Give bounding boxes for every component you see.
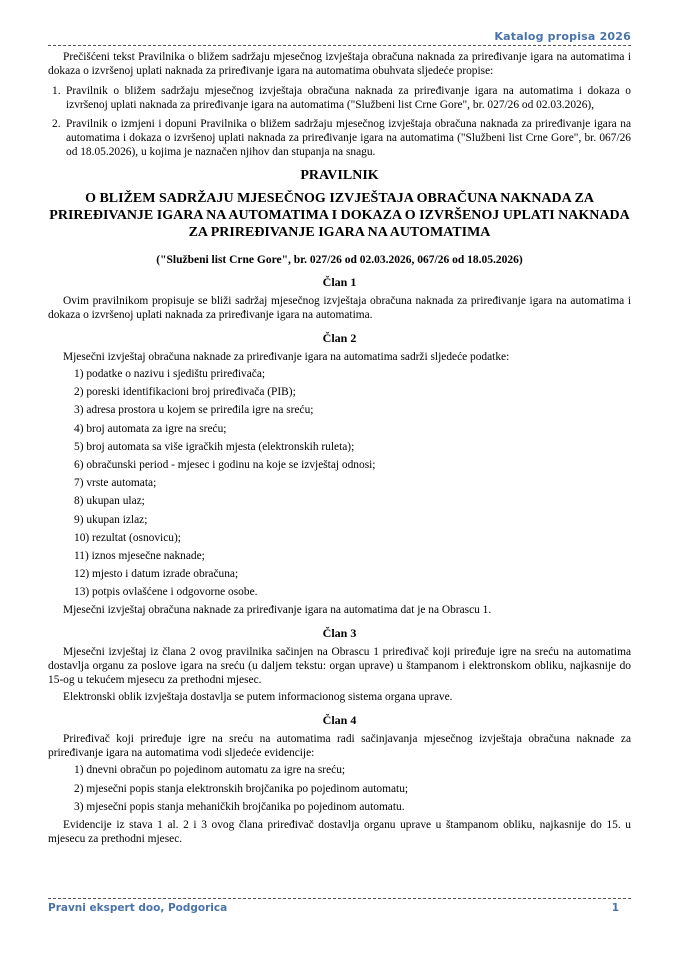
intro-text: Prečišćeni tekst Pravilnika o bližem sadržaju mjesečnog izvještaja obračuna naknada za priređivanje igara na automatima i dokaza o izvršenoj uplati naknada za priređivanje igara na automatima obuhvata sljedeće propise: [48, 51, 631, 77]
list-item: 3) mjesečni popis stanja mehaničkih brojčanika po pojedinom automatu. [74, 800, 405, 813]
document-title: O BLIŽEM SADRŽAJU MJESEČNOG IZVJEŠTAJA OBRAČUNA NAKNADA ZA PRIREĐIVANJE IGARA NA AUTOMATIMA I DOKAZA O IZVRŠENOJ UPLATI NAKNADA ZA PRIREĐIVANJE IGARA NA AUTOMATIMA [49, 191, 630, 240]
intro-item-text: Pravilnik o bližem sadržaju mjesečnog izvještaja obračuna naknada za priređivanje igara na automatima i dokaza o izvršenoj uplati naknada za priređivanje igara na automatima ("Službeni list Crne Gore", br. 027/26 od 02.03.2026), [66, 85, 631, 111]
intro-list-item [48, 117, 631, 159]
list-item: 3) adresa prostora u kojem se priređila igre na sreću; [74, 404, 314, 417]
list-item: 1) dnevni obračun po pojedinom automatu za igre na sreću; [74, 764, 346, 777]
header-brand: Katalog propisa 2026 [494, 30, 631, 43]
list-item: 8) ukupan ulaz; [74, 495, 145, 508]
article-1-text: Ovim pravilnikom propisuje se bliži sadržaj mjesečnog izvještaja obračuna naknada za priređivanje igara na automatima i dokaza o izvršenoj uplati naknada za priređivanje igara na automatima. [48, 295, 631, 321]
list-item: 12) mjesto i datum izrade obračuna; [74, 568, 239, 581]
intro-item-text: Pravilnik o izmjeni i dopuni Pravilnika o bližem sadržaju mjesečnog izvještaja obračuna naknada za priređivanje igara na automatima i dokaza o izvršenoj uplati naknada za priređivanje igara na automatima ("Službeni list Crne Gore", br. 067/26 od 18.05.2026), u kojima je naznačen njihov dan stupanja na snagu. [66, 118, 631, 158]
footer-divider [48, 898, 631, 899]
article-4-tail: Evidencije iz stava 1 al. 2 i 3 ovog člana priređivač dostavlja organu uprave u štampanom obliku, najkasnije do 15. u mjesecu za prethodni mjesec. [48, 819, 631, 845]
article-3-title: Član 3 [322, 626, 357, 641]
article-4-list [48, 763, 631, 813]
article-4-lead: Priređivač koji priređuje igre na sreću na automatima radi sačinjavanja mjesečnog izvještaja obračuna naknade za priređivanje igara na automatima vodi sljedeće evidencije: [48, 733, 631, 760]
intro-item-number: 1. [52, 85, 61, 97]
list-item: 7) vrste automata; [74, 477, 157, 490]
list-item: 5) broj automata sa više igračkih mjesta (elektronskih ruleta); [74, 440, 355, 453]
header-divider [48, 45, 631, 46]
article-2-title: Član 2 [322, 331, 357, 345]
list-item: 4) broj automata za igre na sreću; [74, 422, 227, 435]
article-1-title: Član 1 [322, 275, 357, 289]
article-2-lead: Mjesečni izvještaj obračuna naknade za priređivanje igara na automatima sadrži sljedeće podatke: [63, 351, 510, 363]
footer-publisher: Pravni ekspert doo, Podgorica [48, 902, 228, 914]
gazette-reference: ("Službeni list Crne Gore", br. 027/26 od 02.03.2026, 067/26 od 18.05.2026) [156, 254, 523, 266]
list-item: 1) podatke o nazivu i sjedištu priređivača; [74, 368, 266, 380]
intro-item-number: 2. [52, 118, 61, 130]
intro-list [48, 84, 631, 159]
intro-list-item [48, 84, 631, 112]
article-4-title: Član 4 [322, 713, 357, 728]
article-3-paragraph-2: Elektronski oblik izvještaja dostavlja se putem informacionog sistema organa uprave. [63, 691, 453, 704]
article-2-tail: Mjesečni izvještaj obračuna naknade za priređivanje igara na automatima dat je na Obrascu 1. [63, 604, 492, 617]
list-item: 11) iznos mjesečne naknade; [74, 549, 205, 562]
list-item: 2) poreski identifikacioni broj priređivača (PIB); [74, 386, 296, 399]
page-number: 1 [611, 902, 619, 914]
list-item: 9) ukupan izlaz; [74, 513, 148, 526]
list-item: 6) obračunski period - mjesec i godinu na koje se izvještaj odnosi; [74, 458, 376, 471]
list-item: 2) mjesečni popis stanja elektronskih brojčanika po pojedinom automatu; [74, 782, 409, 795]
article-3-paragraph-1: Mjesečni izvještaj iz člana 2 ovog pravilnika sačinjen na Obrascu 1 priređivač koji priređuje igre na sreću na automatima dostavlja organu za poslove igara na sreću (u daljem tekstu: organ uprave) u štampanom i elektronskom obliku, najkasnije do 15-og u tekućem mjesecu za prethodni mjesec. [48, 646, 631, 687]
document-body [48, 50, 631, 846]
article-2-list [48, 367, 631, 599]
document-type: PRAVILNIK [300, 168, 379, 183]
list-item: 13) potpis ovlašćene i odgovorne osobe. [74, 586, 258, 599]
list-item: 10) rezultat (osnovicu); [74, 531, 181, 544]
